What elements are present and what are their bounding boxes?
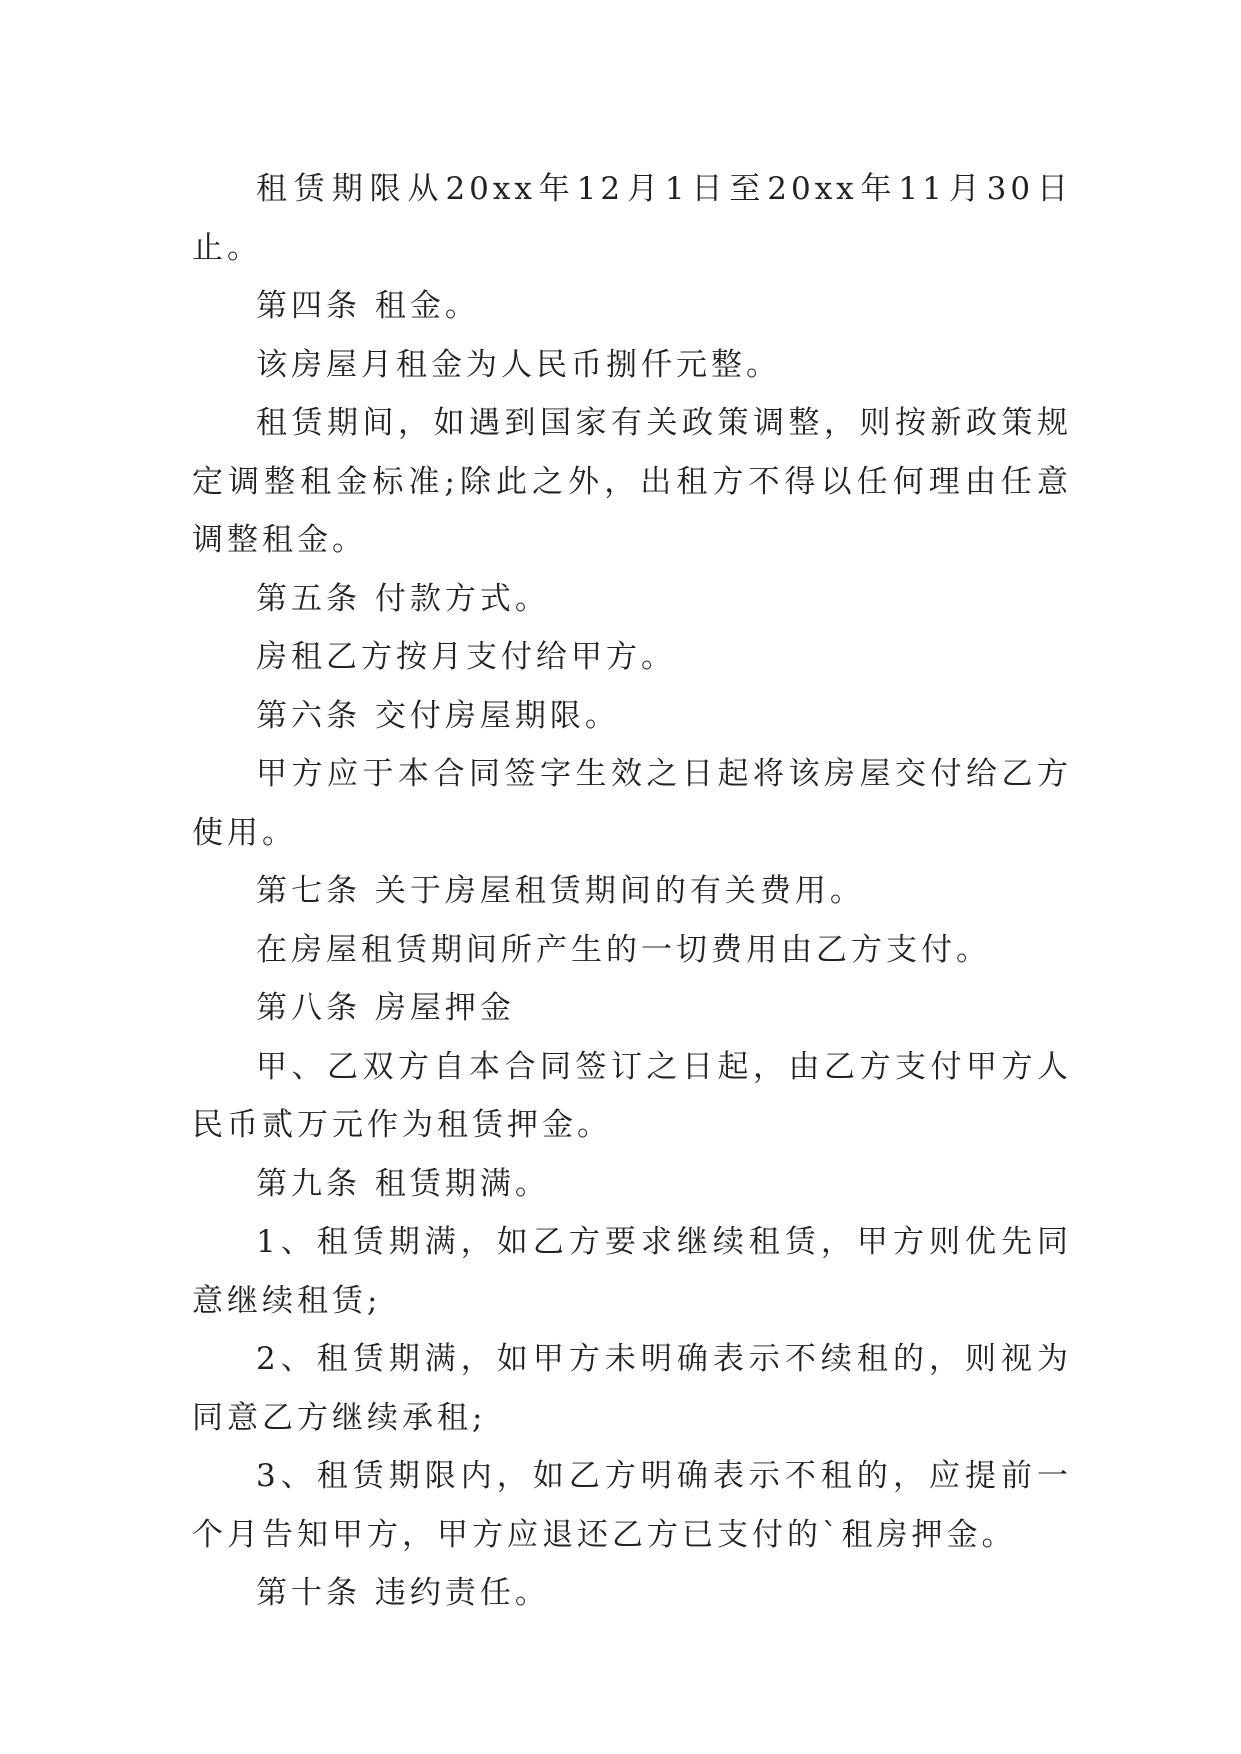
heading-article-5: 第五条 付款方式。 [256,580,550,617]
paragraph-delivery: 甲方应于本合同签字生效之日起将该房屋交付给乙方使用。 [192,756,1072,851]
paragraph-payment: 房租乙方按月支付给甲方。 [256,639,676,675]
heading-article-7: 第七条 关于房屋租赁期间的有关费用。 [256,873,865,909]
paragraph-expiry-item-3: 3、租赁期限内，如乙方明确表示不租的，应提前一个月告知甲方，甲方应退还乙方已支付的`租房押金。 [192,1458,1072,1553]
paragraph-monthly-rent: 该房屋月租金为人民币捌仟元整。 [256,346,781,383]
paragraph-fees: 在房屋租赁期间所产生的一切费用由乙方支付。 [256,931,991,968]
heading-article-10: 第十条 违约责任。 [256,1575,550,1611]
heading-article-6: 第六条 交付房屋期限。 [256,697,620,734]
heading-article-4: 第四条 租金。 [256,288,480,324]
heading-article-8: 第八条 房屋押金 [256,990,515,1026]
paragraph-expiry-item-2: 2、租赁期满，如甲方未明确表示不续租的，则视为同意乙方继续承租; [192,1341,1072,1436]
document-body [192,160,1072,1623]
paragraph-deposit: 甲、乙双方自本合同签订之日起，由乙方支付甲方人民币贰万元作为租赁押金。 [192,1048,1072,1143]
heading-article-9: 第九条 租赁期满。 [256,1165,550,1202]
paragraph-expiry-item-1: 1、租赁期满，如乙方要求继续租赁，甲方则优先同意继续租赁; [192,1224,1072,1319]
paragraph-lease-term: 租赁期限从20xx年12月1日至20xx年11月30日止。 [192,171,1072,266]
paragraph-rent-adjustment: 租赁期间，如遇到国家有关政策调整，则按新政策规定调整租金标准;除此之外，出租方不得以任何理由任意调整租金。 [192,405,1072,558]
